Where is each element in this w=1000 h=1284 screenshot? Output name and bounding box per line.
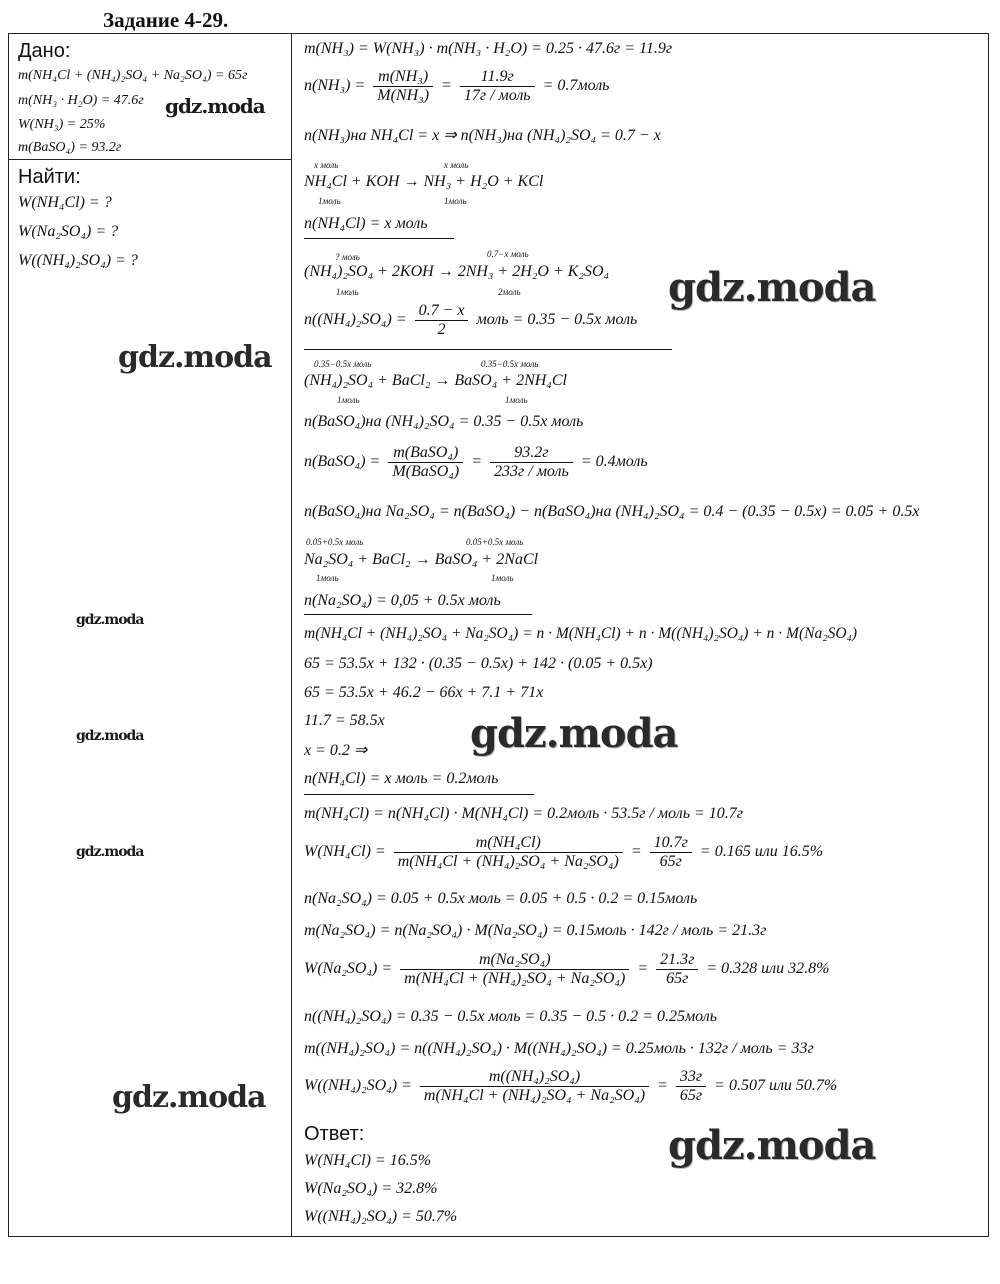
watermark: gdz.moda	[76, 728, 144, 744]
task-title: Задание 4-29.	[103, 8, 229, 32]
solution-line: 65 = 53.5x + 132 · (0.35 − 0.5x) + 142 · (0.05 + 0.5x)	[304, 655, 653, 672]
solution-line: n(BaSO₄)на (NH₄)₂SO₄ = 0.35 − 0.5x моль	[304, 413, 584, 430]
fraction	[676, 1068, 706, 1105]
watermark: gdz.moda	[76, 612, 144, 628]
reaction-3: (NH₄)₂SO₄ + BaCl₂ → BaSO₄ + 2NH₄Cl	[304, 372, 567, 389]
table-divider-given-find	[8, 159, 292, 160]
given-line: m(NH₄Cl + (NH₄)₂SO₄ + Na₂SO₄) = 65г	[18, 68, 248, 83]
reaction-coef: 0.05+0.5x моль	[306, 537, 364, 547]
fraction	[415, 302, 469, 339]
numerator: m(NH₄Cl)	[394, 834, 623, 853]
formula-w-na2so4	[304, 951, 829, 988]
fraction	[388, 444, 463, 481]
solution-line: m(NH₃) = W(NH₃) · m(NH₃ · H₂O) = 0.25 · 47.6г = 11.9г	[304, 40, 673, 57]
numerator: m(BaSO₄)	[388, 444, 463, 463]
reaction-coef: x моль	[444, 160, 469, 170]
answer-line: W(NH₄Cl) = 16.5%	[304, 1152, 432, 1169]
formula-w-nh4-2so4	[304, 1068, 837, 1105]
find-line: W((NH₄)₂SO₄) = ?	[18, 252, 138, 269]
reaction-mol: 1моль	[336, 287, 359, 297]
solution-line: n(BaSO₄)на Na₂SO₄ = n(BaSO₄) − n(BaSO₄)на (NH₄)₂SO₄ = 0.4 − (0.35 − 0.5x) = 0.05 + 0.5x	[304, 503, 920, 520]
formula-left: W(Na₂SO₄) =	[304, 960, 393, 978]
denominator: 17г / моль	[463, 87, 531, 104]
reaction-coef: ? моль	[335, 252, 360, 262]
reaction-mol: 1моль	[337, 395, 360, 405]
underline	[304, 349, 672, 350]
fraction	[394, 834, 623, 871]
underline	[304, 614, 532, 615]
formula-left: W(NH₄Cl) =	[304, 843, 386, 861]
numerator: 10.7г	[650, 834, 692, 853]
formula-n-nh4-2so4	[304, 302, 637, 339]
watermark: gdz.moda	[668, 264, 876, 311]
numerator: 0.7 − x	[415, 302, 469, 321]
solution-line: x = 0.2 ⇒	[304, 742, 368, 759]
underline	[304, 794, 534, 795]
reaction-coef: 0.35−0.5x моль	[481, 359, 539, 369]
equals: =	[657, 1077, 668, 1095]
fraction	[650, 834, 692, 871]
solution-line: m(Na₂SO₄) = n(Na₂SO₄) · M(Na₂SO₄) = 0.15моль · 142г / моль = 21.3г	[304, 922, 767, 939]
fraction	[420, 1068, 649, 1105]
solution-line: n(Na₂SO₄) = 0.05 + 0.5x моль = 0.05 + 0.5 · 0.2 = 0.15моль	[304, 890, 698, 907]
formula-left: n(BaSO₄) =	[304, 453, 381, 471]
watermark: gdz.moda	[668, 1122, 876, 1169]
formula-right: = 0.4моль	[580, 453, 648, 471]
denominator: M(NH₃)	[377, 87, 430, 104]
numerator: 11.9г	[460, 68, 535, 87]
given-line: m(NH₃ · H₂O) = 47.6г	[18, 93, 144, 108]
reaction-mol: 1моль	[318, 196, 341, 206]
given-line: m(BaSO₄) = 93.2г	[18, 140, 122, 155]
solution-line: 11.7 = 58.5x	[304, 712, 385, 729]
solution-line: n((NH₄)₂SO₄) = 0.35 − 0.5x моль = 0.35 − 0.5 · 0.2 = 0.25моль	[304, 1008, 718, 1025]
formula-right: = 0.7моль	[542, 77, 610, 95]
reaction-mol: 2моль	[498, 287, 521, 297]
solution-line: m((NH₄)₂SO₄) = n((NH₄)₂SO₄) · M((NH₄)₂SO₄) = 0.25моль · 132г / моль = 33г	[304, 1040, 814, 1057]
denominator: M(BaSO₄)	[392, 463, 460, 480]
reaction-2: (NH₄)₂SO₄ + 2KOH → 2NH₃ + 2H₂O + K₂SO₄	[304, 263, 610, 280]
denominator: m(NH₄Cl + (NH₄)₂SO₄ + Na₂SO₄)	[397, 853, 619, 870]
solution-line: n(NH₄Cl) = x моль = 0.2моль	[304, 770, 499, 787]
reaction-mol: 1моль	[505, 395, 528, 405]
watermark: gdz.moda	[470, 710, 678, 757]
formula-w-nh4cl	[304, 834, 823, 871]
reaction-coef: 0.05+0.5x моль	[466, 537, 524, 547]
reaction-coef: 0.7−x моль	[487, 249, 529, 259]
denominator: 65г	[666, 970, 689, 987]
formula-right: = 0.328 или 32.8%	[706, 960, 830, 978]
find-line: W(NH₄Cl) = ?	[18, 194, 112, 211]
reaction-mol: 1моль	[491, 573, 514, 583]
reaction-coef: x моль	[314, 160, 339, 170]
reaction-4: Na₂SO₄ + BaCl₂ → BaSO₄ + 2NaCl	[304, 551, 539, 568]
formula-right: = 0.507 или 50.7%	[714, 1077, 838, 1095]
watermark: gdz.moda	[165, 94, 265, 118]
denominator: 65г	[679, 1087, 703, 1104]
watermark: gdz.moda	[118, 340, 272, 375]
table-divider-vertical	[291, 33, 292, 1237]
answer-line: W(Na₂SO₄) = 32.8%	[304, 1180, 438, 1197]
solution-line: 65 = 53.5x + 46.2 − 66x + 7.1 + 71x	[304, 684, 544, 701]
fraction	[656, 951, 698, 988]
formula-right: моль = 0.35 − 0.5x моль	[476, 311, 638, 329]
fraction	[460, 68, 535, 105]
numerator: 21.3г	[656, 951, 698, 970]
denominator: 2	[437, 321, 446, 338]
equals: =	[441, 77, 452, 95]
answer-header: Ответ:	[304, 1123, 365, 1145]
equals: =	[471, 453, 483, 471]
formula-left: W((NH₄)₂SO₄) =	[304, 1077, 412, 1095]
given-line: W(NH₃) = 25%	[18, 117, 106, 132]
watermark: gdz.moda	[76, 844, 144, 860]
solution-line: n(Na₂SO₄) = 0,05 + 0.5x моль	[304, 592, 501, 609]
denominator: 65г	[659, 853, 682, 870]
numerator: m((NH₄)₂SO₄)	[420, 1068, 649, 1087]
denominator: m(NH₄Cl + (NH₄)₂SO₄ + Na₂SO₄)	[423, 1087, 646, 1104]
reaction-mol: 1моль	[316, 573, 339, 583]
reaction-coef: 0.35−0.5x моль	[314, 359, 372, 369]
formula-right: = 0.165 или 16.5%	[699, 843, 824, 861]
formula-n-nh3	[304, 68, 609, 105]
numerator: m(NH₃)	[373, 68, 433, 87]
fraction	[373, 68, 433, 105]
solution-line: n(NH₄Cl) = x моль	[304, 215, 428, 232]
given-header: Дано:	[18, 40, 71, 62]
answer-line: W((NH₄)₂SO₄) = 50.7%	[304, 1208, 458, 1225]
solution-line: n(NH₃)на NH₄Cl = x ⇒ n(NH₃)на (NH₄)₂SO₄ = 0.7 − x	[304, 127, 661, 144]
solution-line: m(NH₄Cl) = n(NH₄Cl) · M(NH₄Cl) = 0.2моль · 53.5г / моль = 10.7г	[304, 805, 744, 822]
numerator: 93.2г	[490, 444, 573, 463]
denominator: m(NH₄Cl + (NH₄)₂SO₄ + Na₂SO₄)	[404, 970, 626, 987]
denominator: 233г / моль	[494, 463, 569, 480]
numerator: m(Na₂SO₄)	[400, 951, 629, 970]
find-line: W(Na₂SO₄) = ?	[18, 223, 119, 240]
watermark: gdz.moda	[112, 1080, 266, 1115]
equals: =	[637, 960, 649, 978]
formula-left: n((NH₄)₂SO₄) =	[304, 311, 407, 329]
reaction-mol: 1моль	[444, 196, 467, 206]
underline	[304, 238, 454, 239]
fraction	[400, 951, 629, 988]
fraction	[490, 444, 573, 481]
numerator: 33г	[676, 1068, 706, 1087]
equals: =	[630, 843, 642, 861]
find-header: Найти:	[18, 166, 81, 188]
reaction-1: NH₄Cl + KOH → NH₃ + H₂O + KCl	[304, 173, 544, 190]
formula-n-baso4	[304, 444, 648, 481]
formula-left: n(NH₃) =	[304, 77, 366, 95]
solution-line: m(NH₄Cl + (NH₄)₂SO₄ + Na₂SO₄) = n · M(NH₄Cl) + n · M((NH₄)₂SO₄) + n · M(Na₂SO₄)	[304, 625, 858, 642]
